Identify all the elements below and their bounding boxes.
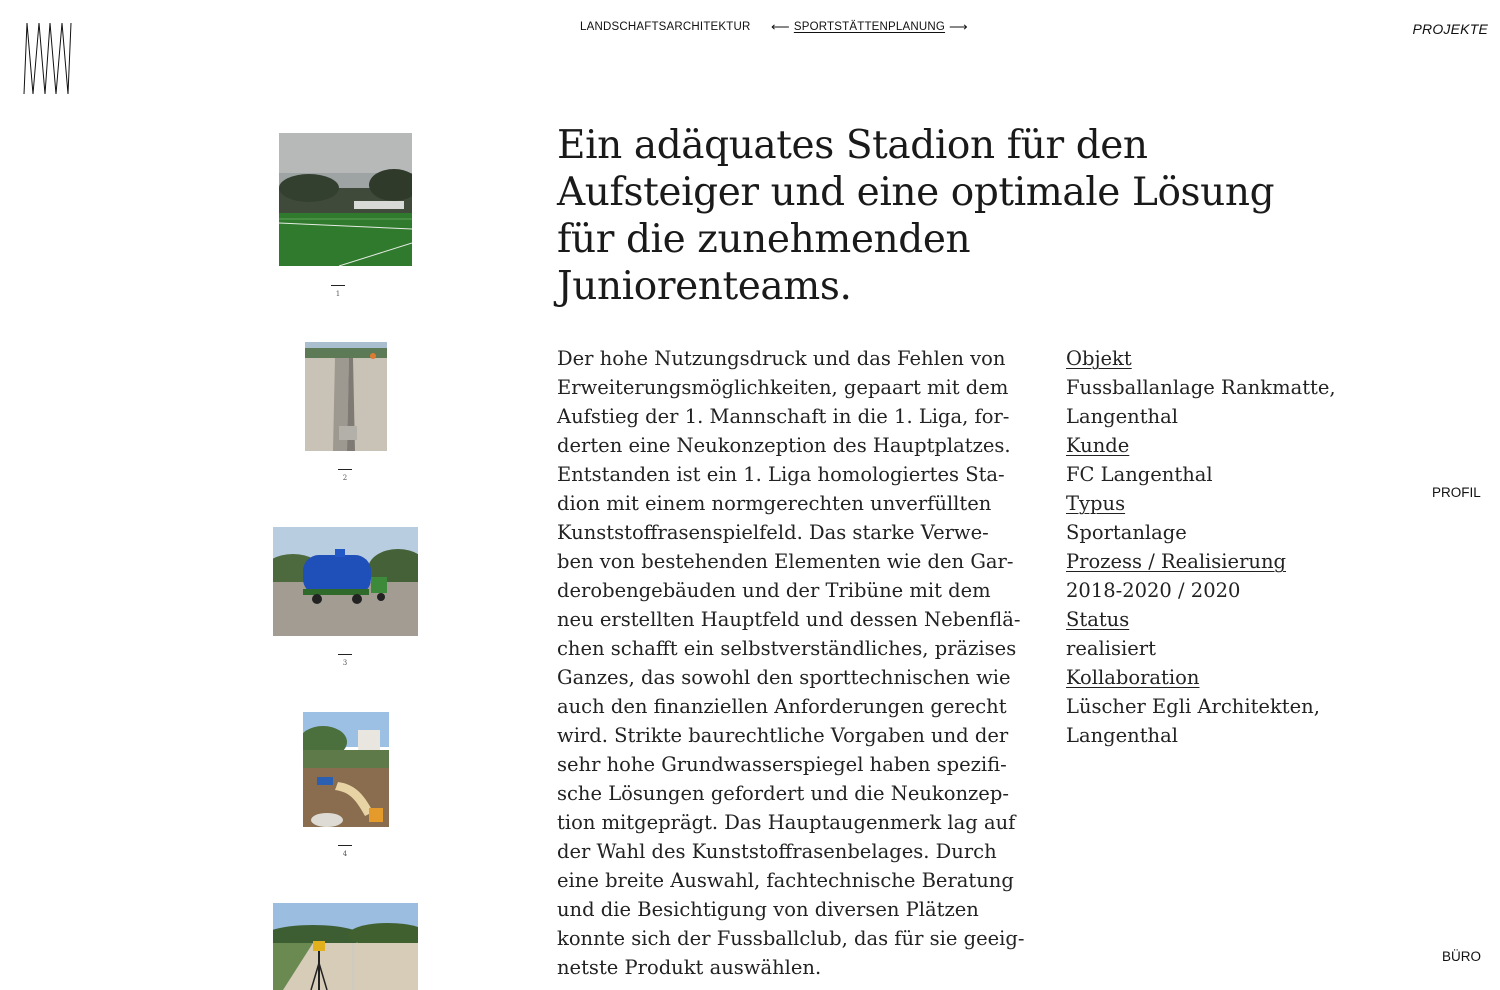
description-line: chen schafft ein selbstverständliches, präzises [557,637,1017,660]
meta-kollaboration-value: Lüscher Egli Architekten, [1066,695,1320,718]
description-line: sche Lösungen gefordert und die Neukonzep- [557,782,1009,805]
title-line: Aufsteiger und eine optimale Lösung [557,170,1275,215]
title-line: für die zunehmenden [557,217,971,262]
description-line: netste Produkt auswählen. [557,956,822,979]
nav-category-switcher [771,21,968,33]
project-metadata [1066,344,1366,750]
description-line: Kunststoffrasenspielfeld. Das starke Verwe- [557,521,989,544]
side-buero-link[interactable]: BÜRO [1442,949,1482,964]
meta-objekt-value: Fussballanlage Rankmatte, [1066,376,1336,399]
meta-kunde-label[interactable]: Kunde [1066,434,1130,457]
arrow-right-icon[interactable]: ⟶ [949,19,968,34]
description-line: Der hohe Nutzungsdruck und das Fehlen von [557,347,1006,370]
description-line: derten eine Neukonzeption des Hauptplatzes. [557,434,1011,457]
thumbnail-image[interactable] [279,133,412,266]
nav-sportstaettenplanung-link[interactable]: SPORTSTÄTTENPLANUNG [793,21,946,33]
description-line: Erweiterungsmöglichkeiten, gepaart mit dem [557,376,1009,399]
meta-status-label[interactable]: Status [1066,608,1130,631]
thumbnail-number: 1 [331,285,345,298]
description-line: Ganzes, das sowohl den sporttechnischen wie [557,666,1011,689]
thumbnail-number: 3 [338,654,352,667]
meta-kunde-value: FC Langenthal [1066,463,1213,486]
thumbnail-image[interactable] [273,527,418,636]
nav-landschaftsarchitektur-link[interactable]: LANDSCHAFTSARCHITEKTUR [580,21,751,33]
description-line: auch den finanziellen Anforderungen gerecht [557,695,1007,718]
meta-kollaboration-value: Langenthal [1066,724,1178,747]
page-title [557,122,1277,310]
meta-typus-label[interactable]: Typus [1066,492,1126,515]
title-line: Juniorenteams. [557,264,852,309]
meta-prozess-label[interactable]: Prozess / Realisierung [1066,550,1287,573]
description-line: der Wahl des Kunststoffrasenbelages. Durch [557,840,997,863]
nav-projekte-link[interactable]: PROJEKTE [1412,21,1488,37]
description-line: ben von bestehenden Elementen wie den Gar- [557,550,1014,573]
description-line: und die Besichtigung von diversen Plätzen [557,898,979,921]
thumbnail-number: 2 [338,469,352,482]
thumbnail-image[interactable] [303,712,389,827]
meta-objekt-label[interactable]: Objekt [1066,347,1132,370]
description-line: eine breite Auswahl, fachtechnische Beratung [557,869,1014,892]
meta-prozess-value: 2018-2020 / 2020 [1066,579,1241,602]
meta-typus-value: Sportanlage [1066,521,1187,544]
description-line: wird. Strikte baurechtliche Vorgaben und der [557,724,1009,747]
description-line: Entstanden ist ein 1. Liga homologiertes Sta- [557,463,1005,486]
top-navigation [0,21,1500,35]
title-line: Ein adäquates Stadion für den [557,123,1148,168]
thumbnail-gallery [260,0,430,990]
description-line: derobengebäuden und der Tribüne mit dem [557,579,991,602]
arrow-left-icon[interactable]: ⟵ [771,19,790,34]
side-profil-link[interactable]: PROFIL [1432,485,1481,500]
description-line: Aufstieg der 1. Mannschaft in die 1. Liga, for- [557,405,1010,428]
thumbnail-image[interactable] [305,342,387,451]
description-line: neu erstellten Hauptfeld und dessen Nebenflä- [557,608,1021,631]
meta-status-value: realisiert [1066,637,1156,660]
meta-kollaboration-label[interactable]: Kollaboration [1066,666,1200,689]
project-description [557,344,1025,982]
description-line: konnte sich der Fussballclub, das für sie geeig- [557,927,1025,950]
description-line: tion mitgeprägt. Das Hauptaugenmerk lag auf [557,811,1016,834]
thumbnail-image[interactable] [273,903,418,990]
thumbnail-number: 4 [338,845,352,858]
description-line: dion mit einem normgerechten unverfüllten [557,492,992,515]
meta-objekt-value: Langenthal [1066,405,1178,428]
description-line: sehr hohe Grundwasserspiegel haben spezifi- [557,753,1007,776]
